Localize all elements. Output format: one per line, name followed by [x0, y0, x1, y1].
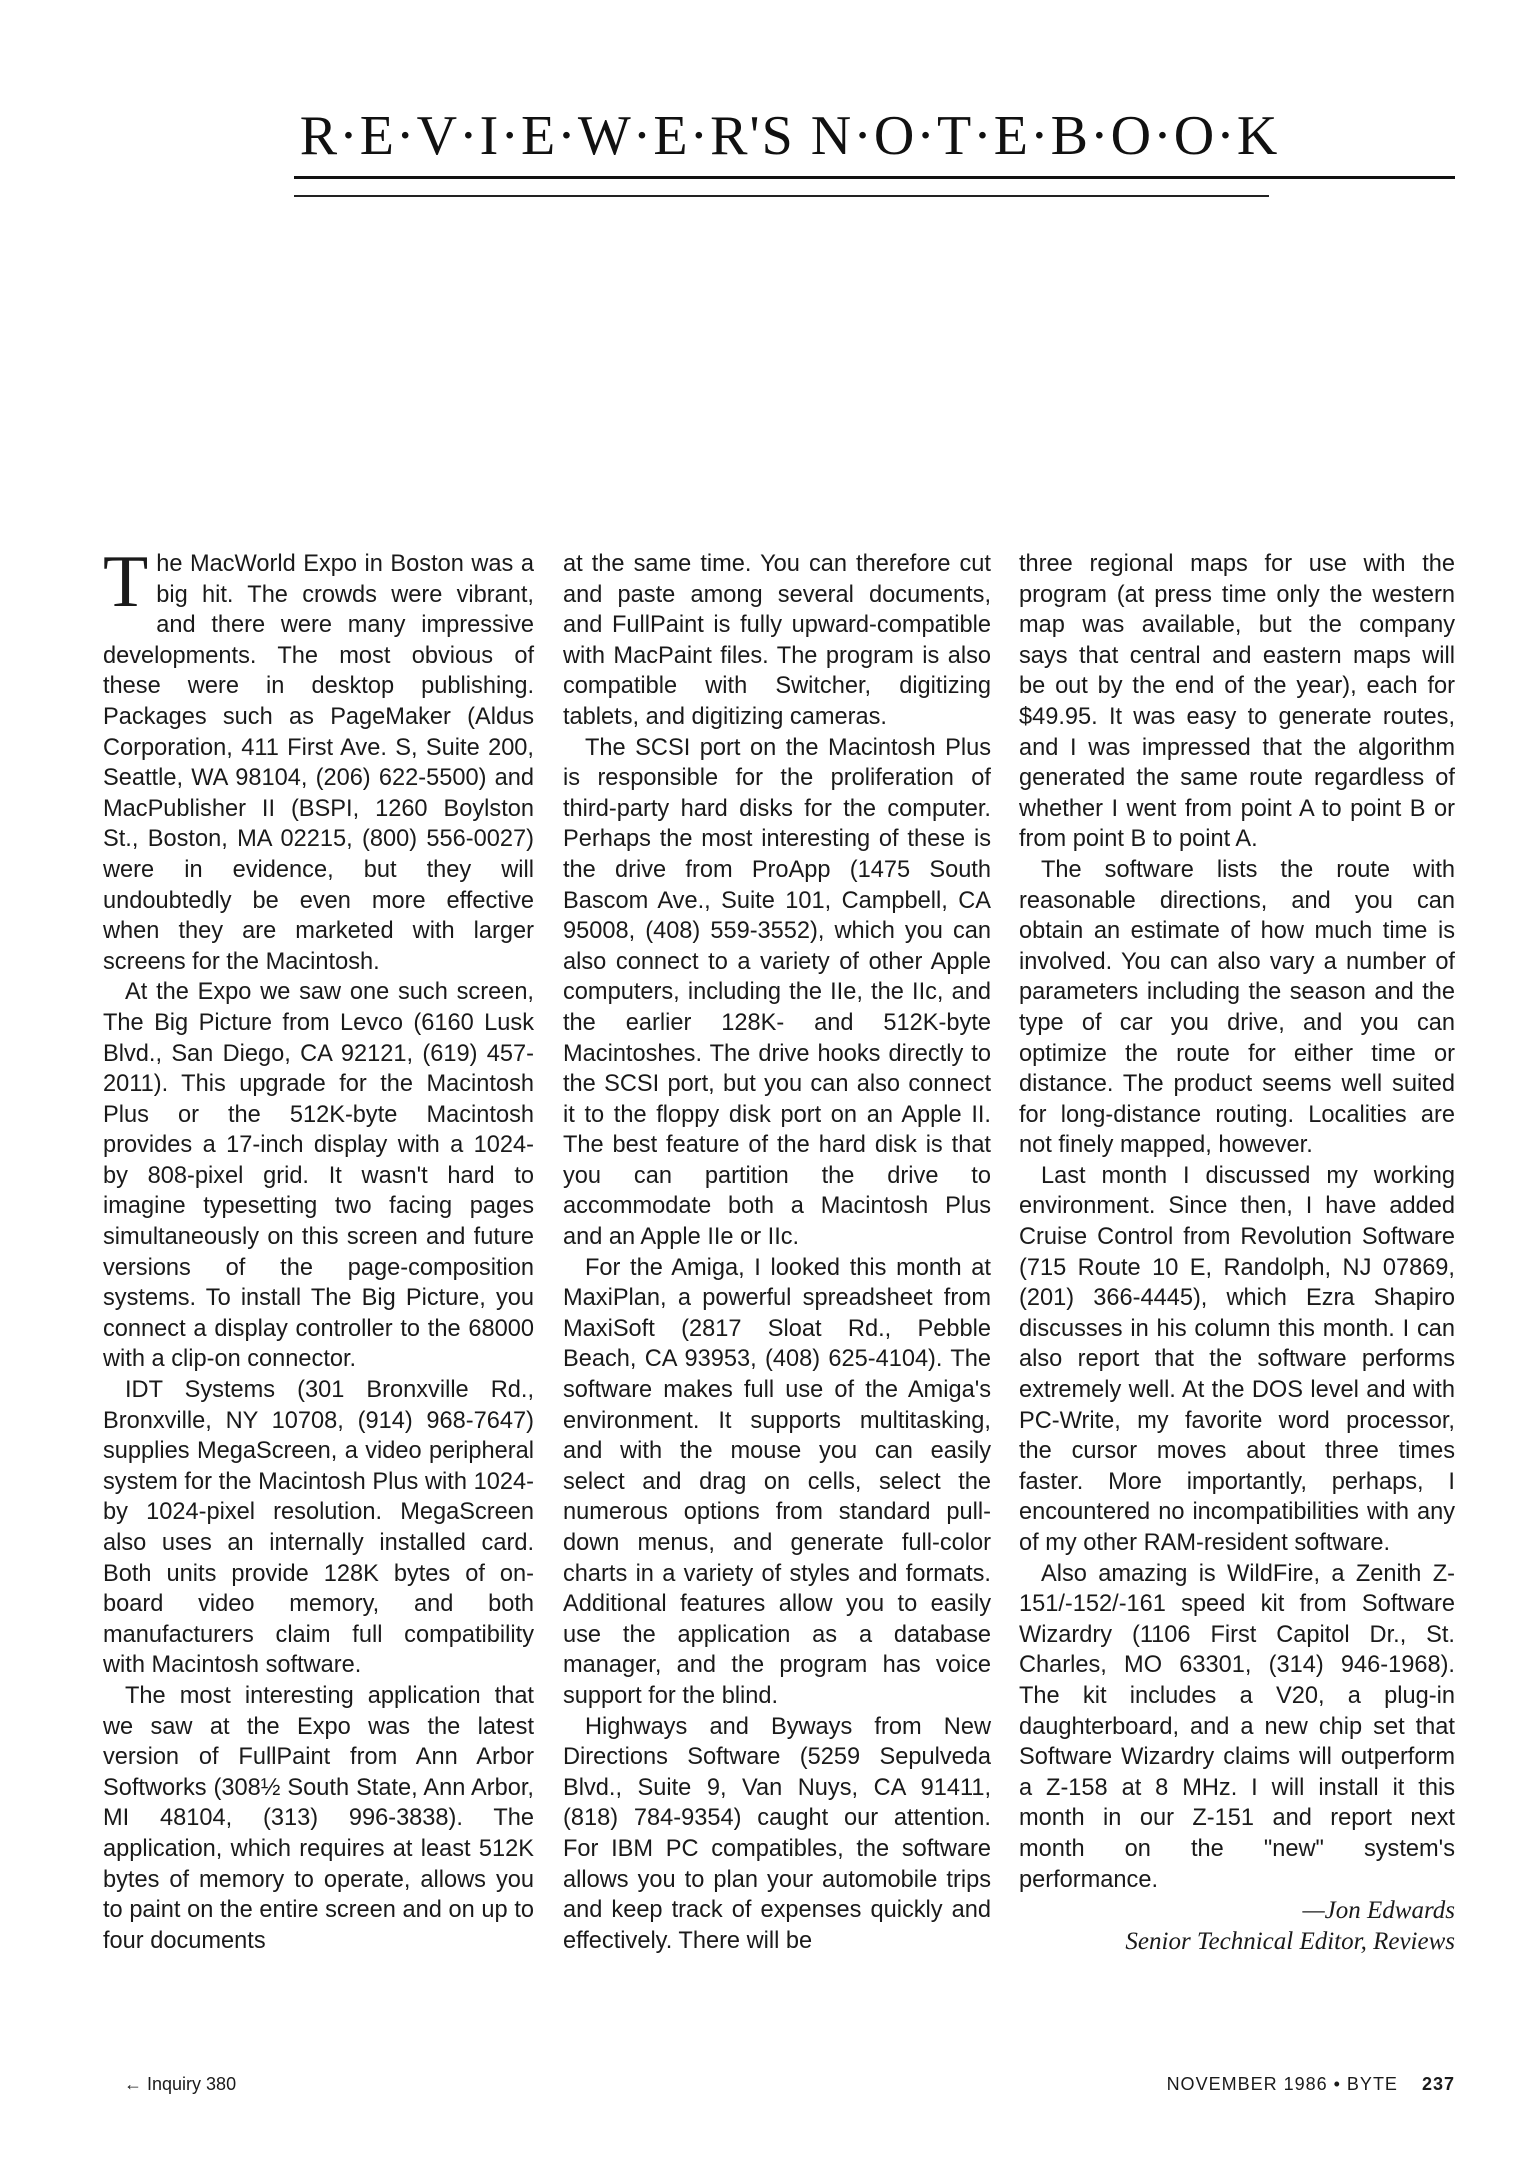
paragraph: IDT Systems (301 Bronxville Rd., Bronxville, NY 10708, (914) 968-7647) supplies MegaScreen, a video peripheral system for the Macintosh Plus with 1024- by 1024-pixel resolution. MegaScreen also uses an internally installed card. Both units provide 128K bytes of on-board video memory, and both manufacturers claim full compatibility with Macintosh software. [103, 1377, 534, 1679]
paragraph: The MacWorld Expo in Boston was a big hit. The crowds were vibrant, and there were many impressive developments. The most obvious of these were in desktop publishing. Packages such as PageMaker (Aldus Corporation, 411 First Ave. S, Suite 200, Seattle, WA 98104, (206) 622-5500) and MacPublisher II (BSPI, 1260 Boylston St., Boston, MA 02215, (800) 556-0027) were in evidence, but they will undoubtedly be even more effective when they are marketed with larger screens for the Macintosh. [103, 541, 534, 975]
paragraph: For the Amiga, I looked this month at MaxiPlan, a powerful spreadsheet from MaxiSoft (2817 Sloat Rd., Pebble Beach, CA 93953, (408) 625-4104). The software makes full use of the Amiga's environment. It supports multitasking, and with the mouse you can easily select and drag on cells, select the numerous options from standard pull-down menus, and generate full-color charts in a variety of styles and formats. Additional features allow you to easily use the application as a database manager, and the program has voice support for the blind. [563, 1254, 991, 1709]
title-rule-thick [294, 176, 1455, 179]
paragraph: Also amazing is WildFire, a Zenith Z-151/-152/-161 speed kit from Software Wizardry (1106 First Capitol Dr., St. Charles, MO 63301, (314) 946-1968). The kit includes a V20, a plug-in daughterboard, and a new chip set that Software Wizardry claims will outperform a Z-158 at 8 MHz. I will install it this month in our Z-151 and report next month on the "new" system's performance. [1019, 1560, 1455, 1893]
drop-cap: T [103, 541, 149, 623]
paragraph: three regional maps for use with the program (at press time only the western map was available, but the company says that central and eastern maps will be out by the end of the year), each for $49.95. It was easy to generate routes, and I was impressed that the algorithm generated the same route regardless of whether I went from point A to point B or from point B to point A. [1019, 551, 1455, 853]
page-number: 237 [1421, 2074, 1455, 2094]
paragraph: The software lists the route with reasonable directions, and you can obtain an estimate of how much time is involved. You can also vary a number of parameters including the season and the type of car you drive, and you can optimize the route for either time or distance. The product seems well suited for long-distance routing. Localities are not finely mapped, however. [1019, 856, 1455, 1159]
paragraph: at the same time. You can therefore cut and paste among several documents, and FullPaint is fully upward-compatible with MacPaint files. The program is also compatible with Switcher, digitizing tablets, and digitizing cameras. [563, 551, 991, 730]
title-rule-thin [294, 195, 1269, 197]
paragraph: The most interesting application that we saw at the Expo was the latest version of FullPaint from Ann Arbor Softworks (308½ South State, Ann Arbor, MI 48104, (313) 996-3838). The application, which requires at least 512K bytes of memory to operate, allows you to paint on the entire screen and on up to four documents [103, 1682, 534, 1954]
page-footer [1167, 2074, 1455, 2095]
arrow-left-icon: ← [124, 2074, 142, 2094]
issue-label: NOVEMBER 1986 • BYTE [1166, 2074, 1398, 2094]
paragraph: At the Expo we saw one such screen, The Big Picture from Levco (6160 Lusk Blvd., San Diego, CA 92121, (619) 457-2011). This upgrade for the Macintosh Plus or the 512K-byte Macintosh provides a 17-inch display with a 1024- by 808-pixel grid. It wasn't hard to imagine typesetting two facing pages simultaneously on this screen and future versions of the page-composition systems. To install The Big Picture, you connect a display controller to the 68000 with a clip-on connector. [103, 979, 534, 1373]
author-name: —Jon Edwards [1302, 1897, 1455, 1925]
paragraph: The SCSI port on the Macintosh Plus is responsible for the proliferation of third-party hard disks for the computer. Perhaps the most interesting of these is the drive from ProApp (1475 South Bascom Ave., Suite 101, Campbell, CA 95008, (408) 559-3552), which you can also connect to a variety of other Apple computers, including the IIe, the IIc, and the earlier 128K- and 512K-byte Macintoshes. The drive hooks directly to the SCSI port, but you can also connect it to the floppy disk port on an Apple II. The best feature of the hard disk is that you can partition the drive to accommodate both a Macintosh Plus and an Apple IIe or IIc. [563, 734, 991, 1251]
inquiry-number: ← Inquiry 380 [124, 2074, 237, 2094]
article-column-3 [1019, 549, 1455, 1957]
article-column-2 [563, 549, 991, 1956]
paragraph: Last month I discussed my working environment. Since then, I have added Cruise Control from Revolution Software (715 Route 10 E, Randolph, NJ 07869, (201) 366-4445), which Ezra Shapiro discusses in his column this month. I can also report that the software performs extremely well. At the DOS level and with PC-Write, my favorite word processor, the cursor moves about three times faster. More importantly, perhaps, I encountered no incompatibilities with any of my other RAM-resident software. [1019, 1162, 1455, 1556]
author-role: Senior Technical Editor, Reviews [1125, 1928, 1455, 1956]
paragraph: Highways and Byways from New Directions Software (5259 Sepulveda Blvd., Suite 9, Van Nuys, CA 91411, (818) 784-9354) caught our attention. For IBM PC compatibles, the software allows you to plan your automobile trips and keep track of expenses quickly and effectively. There will be [563, 1713, 991, 1954]
section-title: R·E·V·I·E·W·E·R'S N·O·T·E·B·O·O·K [299, 105, 1280, 167]
article-column-1 [103, 541, 534, 1956]
